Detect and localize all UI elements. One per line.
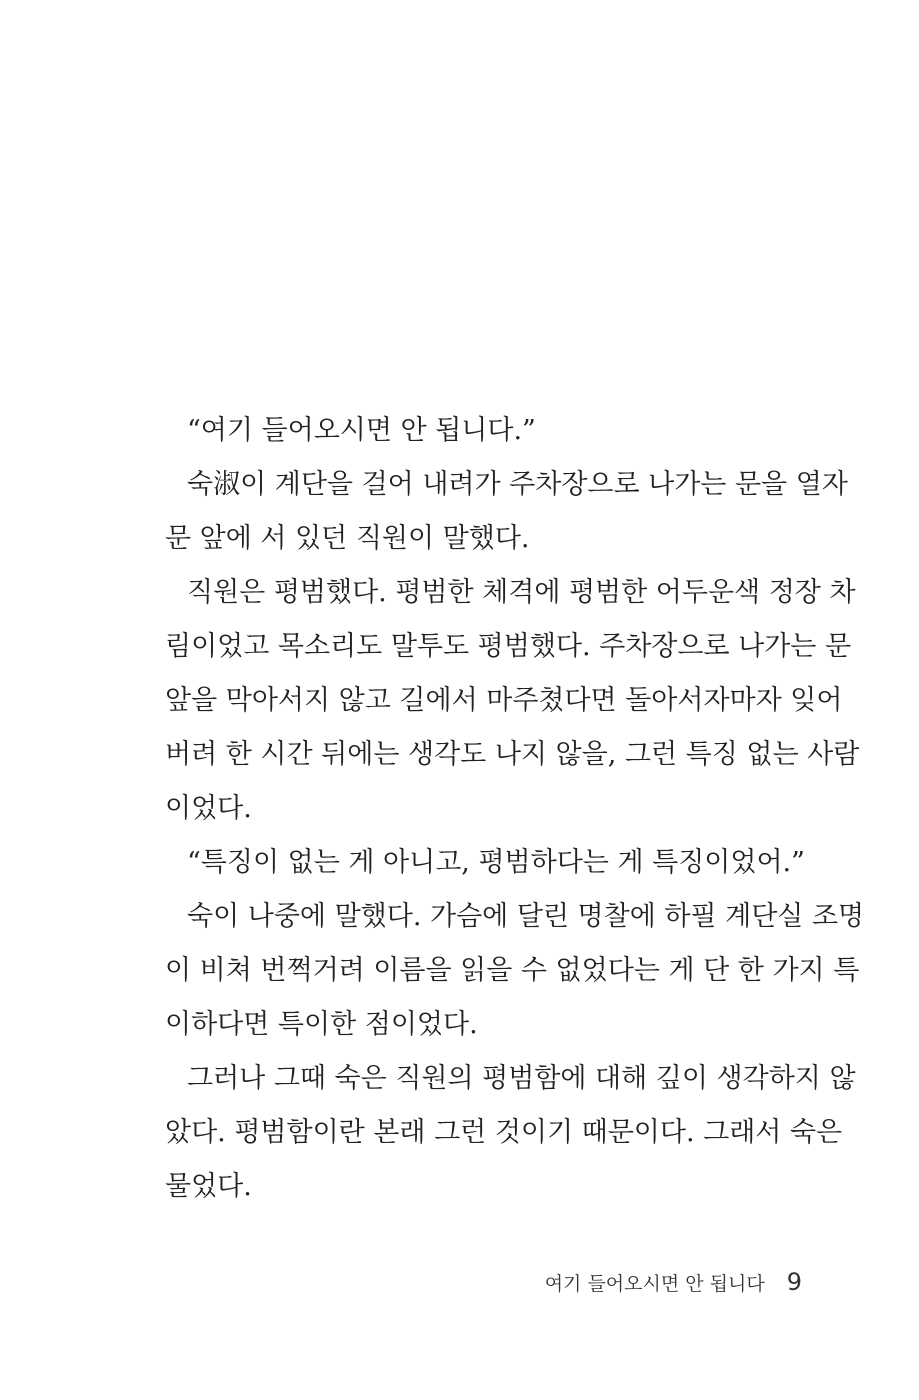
paragraph-line: “여기 들어오시면 안 됩니다.” [187, 415, 536, 446]
page-footer [520, 1262, 802, 1302]
paragraph-line: 숙이 나중에 말했다. 가슴에 달린 명찰에 하필 계단실 조명 [187, 901, 865, 932]
body-text [165, 404, 865, 1214]
paragraph-line: 그러나 그때 숙은 직원의 평범함에 대해 깊이 생각하지 않 [187, 1063, 856, 1094]
running-title: 여기 들어오시면 안 됩니다 [544, 1272, 765, 1295]
paragraph-line: 직원은 평범했다. 평범한 체격에 평범한 어두운색 정장 차 [187, 577, 856, 608]
page-number: 9 [786, 1268, 802, 1296]
paragraph-line: “특징이 없는 게 아니고, 평범하다는 게 특징이었어.” [187, 847, 805, 878]
paragraph-line: 이었다. [165, 793, 252, 824]
paragraph-line: 물었다. [165, 1171, 252, 1202]
paragraph-line: 버려 한 시간 뒤에는 생각도 나지 않을, 그런 특징 없는 사람 [165, 739, 860, 770]
paragraph-line: 았다. 평범함이란 본래 그런 것이기 때문이다. 그래서 숙은 [165, 1117, 843, 1148]
paragraph-line: 문 앞에 서 있던 직원이 말했다. [165, 523, 530, 554]
paragraph-line: 이 비쳐 번쩍거려 이름을 읽을 수 없었다는 게 단 한 가지 특 [165, 955, 860, 986]
paragraph-line: 림이었고 목소리도 말투도 평범했다. 주차장으로 나가는 문 [165, 631, 852, 662]
paragraph-line: 숙淑이 계단을 걸어 내려가 주차장으로 나가는 문을 열자 [187, 469, 848, 500]
paragraph-line: 앞을 막아서지 않고 길에서 마주쳤다면 돌아서자마자 잊어 [165, 685, 843, 716]
paragraph-line: 이하다면 특이한 점이었다. [165, 1009, 478, 1040]
